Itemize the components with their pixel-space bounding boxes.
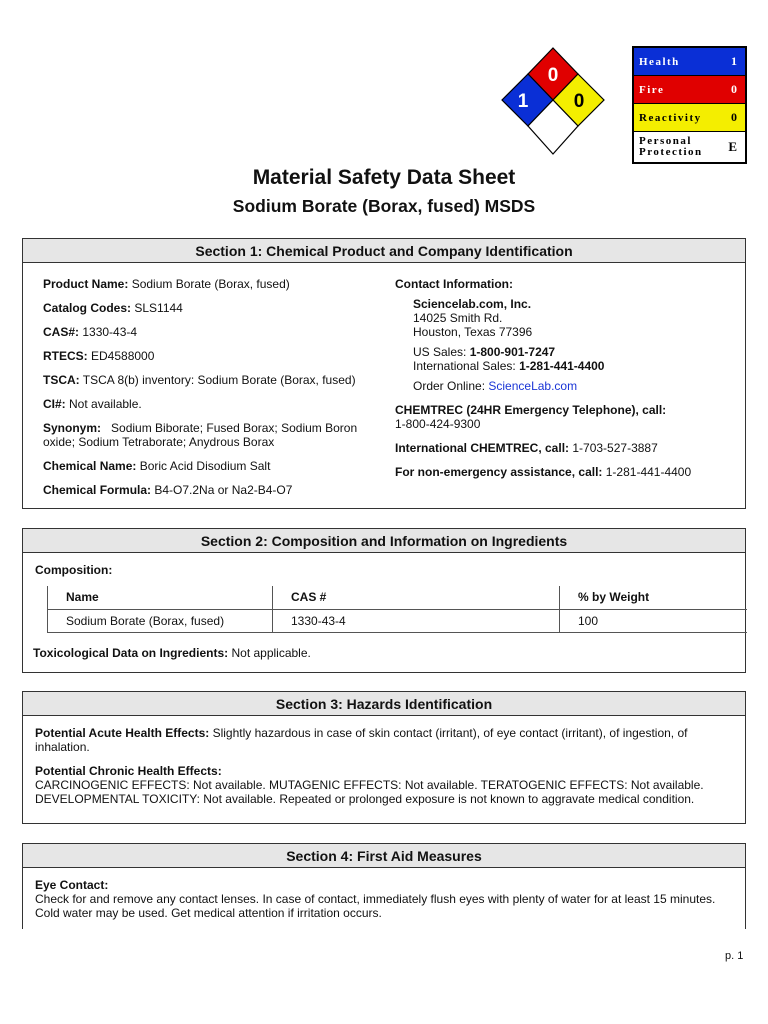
nfpa-fire-value: 0 xyxy=(547,65,559,86)
us-sales-line xyxy=(413,345,735,359)
tsca-line xyxy=(43,373,383,387)
chemical-formula-value: B4-O7.2Na or Na2-B4-O7 xyxy=(151,483,293,497)
chronic-effects-text: CARCINOGENIC EFFECTS: Not available. MUTAGENIC EFFECTS: Not available. TERATOGENIC EFFECTS: Not available. DEVELOPMENTAL TOXICITY: Not available. Repeated or prolonged exposure is not known to aggravate medical condition. xyxy=(35,778,704,806)
cas-label: CAS#: xyxy=(43,325,80,339)
column-header-cas: CAS # xyxy=(273,586,560,609)
hmis-ppe-label-line2: Protection xyxy=(639,146,703,158)
hmis-health-label: Health xyxy=(639,55,680,68)
eye-contact-label: Eye Contact: xyxy=(35,878,109,892)
ci-value: Not available. xyxy=(65,397,142,411)
composition-table xyxy=(47,586,747,633)
chemical-name-value: Boric Acid Disodium Salt xyxy=(136,459,271,473)
hmis-reactivity-row xyxy=(634,104,745,132)
hmis-rating-table xyxy=(632,46,747,164)
ci-label: CI#: xyxy=(43,397,66,411)
rtecs-label: RTECS: xyxy=(43,349,88,363)
composition-label: Composition: xyxy=(35,563,113,577)
acute-effects-paragraph xyxy=(35,726,733,754)
address-line-2: Houston, Texas 77396 xyxy=(413,325,533,339)
synonym-label: Synonym: xyxy=(43,421,102,435)
non-emergency-label: For non-emergency assistance, call: xyxy=(395,465,603,479)
contact-info-label: Contact Information: xyxy=(395,277,513,291)
product-name-label: Product Name: xyxy=(43,277,129,291)
hmis-reactivity-value: 0 xyxy=(731,110,737,124)
ingredient-name-cell: Sodium Borate (Borax, fused) xyxy=(48,609,273,632)
intl-chemtrec-phone: 1-703-527-3887 xyxy=(569,441,658,455)
company-name: Sciencelab.com, Inc. xyxy=(413,297,532,311)
composition-table-header xyxy=(48,586,748,609)
cas-line xyxy=(43,325,383,339)
hmis-fire-row xyxy=(634,76,745,104)
hmis-fire-label: Fire xyxy=(639,83,665,96)
column-header-weight: % by Weight xyxy=(560,586,748,609)
intl-sales-label: International Sales: xyxy=(413,359,520,373)
acute-effects-text: Slightly hazardous in case of skin contact (irritant), of eye contact (irritant), of ingestion, of inhalation. xyxy=(35,726,688,754)
sciencelab-link[interactable]: ScienceLab.com xyxy=(488,379,578,393)
hmis-reactivity-label: Reactivity xyxy=(639,111,702,124)
tsca-label: TSCA: xyxy=(43,373,80,387)
hmis-health-row xyxy=(634,48,745,76)
chemtrec-label: CHEMTREC (24HR Emergency Telephone), call: xyxy=(395,403,667,417)
rtecs-value: ED4588000 xyxy=(87,349,155,363)
hmis-ppe-value: E xyxy=(728,139,737,154)
hmis-ppe-label-line1: Personal xyxy=(639,135,692,147)
us-sales-phone: 1-800-901-7247 xyxy=(469,345,556,359)
section-1 xyxy=(22,238,746,509)
nfpa-diamond xyxy=(498,46,608,158)
intl-sales-phone: 1-281-441-4400 xyxy=(519,359,605,373)
chronic-effects-label: Potential Chronic Health Effects: xyxy=(35,764,222,778)
synonym-line xyxy=(43,421,383,449)
product-name-line xyxy=(43,277,383,291)
contact-info-column xyxy=(395,277,735,479)
product-info-column xyxy=(43,277,383,507)
section-4-heading: Section 4: First Aid Measures xyxy=(23,844,745,868)
cas-value: 1330-43-4 xyxy=(79,325,138,339)
hmis-ppe-label xyxy=(639,136,703,158)
us-sales-label: US Sales: xyxy=(413,345,470,359)
section-4 xyxy=(22,843,746,929)
column-header-name: Name xyxy=(48,586,273,609)
intl-chemtrec-label: International CHEMTREC, call: xyxy=(395,441,570,455)
toxicological-data-label: Toxicological Data on Ingredients: xyxy=(33,646,229,660)
nfpa-health-value: 1 xyxy=(517,91,529,112)
chemical-formula-line xyxy=(43,483,383,497)
eye-contact-text: Check for and remove any contact lenses. In case of contact, immediately flush eyes with plenty of water for at least 15 minutes. Cold water may be used. Get medical attention if irritation occurs. xyxy=(35,892,716,920)
address-line-1: 14025 Smith Rd. xyxy=(413,311,503,325)
toxicological-data-value: Not applicable. xyxy=(228,646,311,660)
synonym-value: Sodium Biborate; Fused Borax; Sodium Boron oxide; Sodium Tetraborate; Anydrous Borax xyxy=(43,421,361,449)
section-2-heading: Section 2: Composition and Information on Ingredients xyxy=(23,529,745,553)
chemical-name-label: Chemical Name: xyxy=(43,459,137,473)
catalog-codes-line xyxy=(43,301,383,315)
toxicological-data-line xyxy=(33,646,311,660)
intl-chemtrec-line xyxy=(395,441,735,455)
ingredient-weight-cell: 100 xyxy=(560,609,748,632)
hmis-health-value: 1 xyxy=(731,54,737,68)
chemical-name-line xyxy=(43,459,383,473)
catalog-codes-label: Catalog Codes: xyxy=(43,301,132,315)
section-1-heading: Section 1: Chemical Product and Company Identification xyxy=(23,239,745,263)
rtecs-line xyxy=(43,349,383,363)
intl-sales-line xyxy=(413,359,735,373)
order-online-line xyxy=(413,379,735,393)
table-row xyxy=(48,609,748,632)
chemical-formula-label: Chemical Formula: xyxy=(43,483,152,497)
section-3-heading: Section 3: Hazards Identification xyxy=(23,692,745,716)
acute-effects-label: Potential Acute Health Effects: xyxy=(35,726,210,740)
document-subtitle: Sodium Borate (Borax, fused) MSDS xyxy=(232,196,536,216)
document-title: Material Safety Data Sheet xyxy=(252,166,516,189)
nfpa-reactivity-value: 0 xyxy=(573,91,585,112)
section-3 xyxy=(22,691,746,824)
hmis-fire-value: 0 xyxy=(731,82,737,96)
catalog-codes-value: SLS1144 xyxy=(131,301,183,315)
ingredient-cas-cell: 1330-43-4 xyxy=(273,609,560,632)
page-number: p. 1 xyxy=(725,950,744,962)
chemtrec-phone: 1-800-424-9300 xyxy=(395,417,481,431)
product-name-value: Sodium Borate (Borax, fused) xyxy=(128,277,290,291)
hmis-ppe-row xyxy=(634,132,745,162)
tsca-value: TSCA 8(b) inventory: Sodium Borate (Borax, fused) xyxy=(79,373,356,387)
ci-line xyxy=(43,397,383,411)
non-emergency-line xyxy=(395,465,735,479)
non-emergency-phone: 1-281-441-4400 xyxy=(602,465,692,479)
section-2 xyxy=(22,528,746,673)
order-online-label: Order Online: xyxy=(413,379,489,393)
